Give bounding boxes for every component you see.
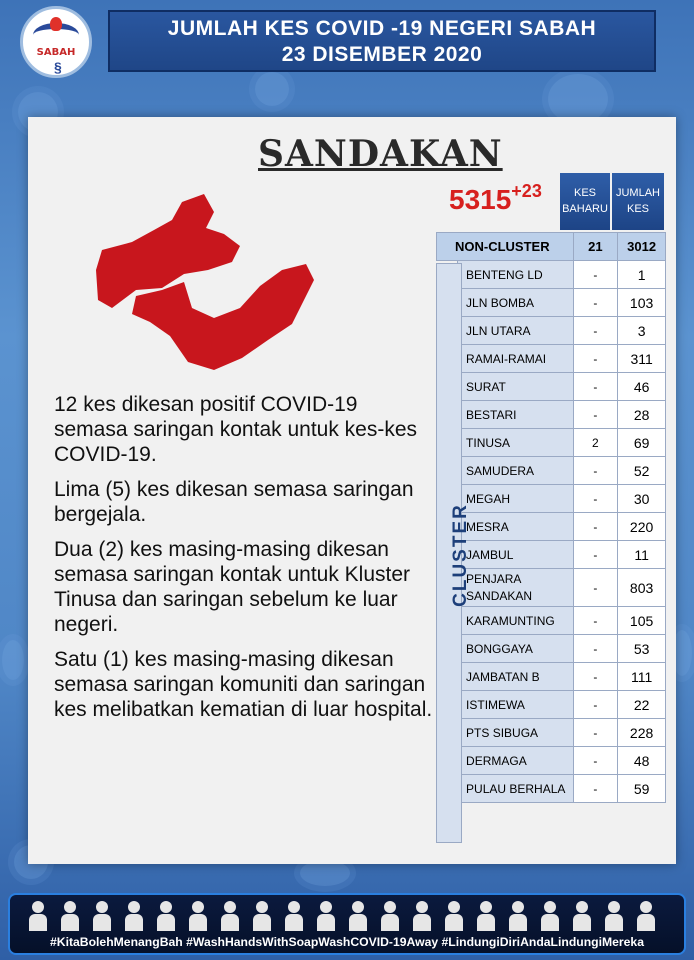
cluster-new: -: [573, 691, 618, 719]
cluster-new: 2: [573, 429, 618, 457]
column-header-new-line1: KES: [573, 187, 596, 199]
cluster-name: JAMBUL: [458, 541, 573, 569]
cluster-total: 803: [618, 569, 666, 607]
cluster-total: 22: [618, 691, 666, 719]
virus-decoration-icon: [255, 72, 289, 106]
cluster-name: JLN UTARA: [458, 317, 573, 345]
table-row: [437, 317, 666, 345]
cluster-total: 228: [618, 719, 666, 747]
person-icon: [636, 901, 656, 931]
cluster-name: PTS SIBUGA: [458, 719, 573, 747]
column-header-total-line2: KES: [626, 203, 649, 215]
cluster-name: SAMUDERA: [458, 457, 573, 485]
cluster-new: -: [573, 289, 618, 317]
person-icon: [316, 901, 336, 931]
table-row: [437, 635, 666, 663]
person-icon: [188, 901, 208, 931]
cluster-label-text: CLUSTER: [449, 503, 471, 607]
cluster-name: SURAT: [458, 373, 573, 401]
person-icon: [348, 901, 368, 931]
cluster-name: RAMAI-RAMAI: [458, 345, 573, 373]
cluster-name: MEGAH: [458, 485, 573, 513]
logo-text: SABAH: [36, 47, 76, 58]
person-icon: [252, 901, 272, 931]
non-cluster-label: NON-CLUSTER: [437, 233, 574, 261]
non-cluster-total: 3012: [618, 233, 666, 261]
sandakan-map-icon: [92, 190, 322, 380]
cluster-total: 59: [618, 775, 666, 803]
column-header-new: [560, 173, 610, 230]
person-icon: [508, 901, 528, 931]
title-line-1: JUMLAH KES COVID -19 NEGERI SABAH: [167, 17, 597, 40]
cluster-name: JLN BOMBA: [458, 289, 573, 317]
table-row: [437, 607, 666, 635]
cluster-name: BONGGAYA: [458, 635, 573, 663]
person-icon: [604, 901, 624, 931]
cluster-total: 220: [618, 513, 666, 541]
person-icon: [380, 901, 400, 931]
cluster-name: BESTARI: [458, 401, 573, 429]
cluster-new: -: [573, 457, 618, 485]
cluster-total: 103: [618, 289, 666, 317]
cluster-new: -: [573, 607, 618, 635]
cluster-total: 11: [618, 541, 666, 569]
cluster-name: BENTENG LD: [458, 261, 573, 289]
cluster-new: -: [573, 541, 618, 569]
cluster-new: -: [573, 261, 618, 289]
table-row: [437, 457, 666, 485]
cluster-name: DERMAGA: [458, 747, 573, 775]
cluster-name: KARAMUNTING: [458, 607, 573, 635]
logo-flame-icon: [50, 17, 62, 31]
person-icon: [444, 901, 464, 931]
cluster-new: -: [573, 719, 618, 747]
person-icon: [92, 901, 112, 931]
cluster-new: -: [573, 401, 618, 429]
footer-banner: [8, 893, 686, 955]
cluster-total: 48: [618, 747, 666, 775]
table-row: [437, 429, 666, 457]
cluster-name: ISTIMEWA: [458, 691, 573, 719]
cluster-new: -: [573, 373, 618, 401]
person-icon: [476, 901, 496, 931]
case-summary: [54, 392, 434, 732]
cluster-new: -: [573, 663, 618, 691]
table-row: [437, 775, 666, 803]
summary-paragraph: Lima (5) kes dikesan semasa saringan bergejala.: [54, 478, 414, 526]
cluster-total: 311: [618, 345, 666, 373]
cluster-total: 28: [618, 401, 666, 429]
table-row-non-cluster: [437, 233, 666, 261]
cumulative-count: 5315: [449, 184, 512, 215]
table-row: [437, 261, 666, 289]
cluster-name: JAMBATAN B: [458, 663, 573, 691]
table-row: [437, 373, 666, 401]
cluster-name: TINUSA: [458, 429, 573, 457]
summary-paragraph: Satu (1) kes masing-masing dikesan semasa saringan komuniti dan saringan kes melibatkan kematian di luar hospital.: [54, 648, 433, 721]
cluster-new: -: [573, 635, 618, 663]
person-icon: [572, 901, 592, 931]
cluster-total: 1: [618, 261, 666, 289]
person-icon: [284, 901, 304, 931]
cluster-total: 3: [618, 317, 666, 345]
virus-decoration-icon: [2, 640, 24, 680]
page-title: [108, 10, 656, 72]
cluster-total: 111: [618, 663, 666, 691]
table-row: [437, 663, 666, 691]
cluster-name: PULAU BERHALA: [458, 775, 573, 803]
person-icon: [220, 901, 240, 931]
cluster-new: -: [573, 317, 618, 345]
cluster-new: -: [573, 345, 618, 373]
table-row: [437, 691, 666, 719]
non-cluster-new: 21: [573, 233, 618, 261]
cluster-total: 46: [618, 373, 666, 401]
new-count: +23: [511, 181, 542, 201]
cluster-new: -: [573, 747, 618, 775]
cluster-new: -: [573, 513, 618, 541]
summary-paragraph: Dua (2) kes masing-masing dikesan semasa saringan kontak untuk Kluster Tinusa dan saringan sebelum ke luar negeri.: [54, 538, 411, 636]
logo-s-icon: §: [54, 59, 62, 75]
column-header-new-line2: BAHARU: [562, 203, 608, 215]
summary-paragraph: 12 kes dikesan positif COVID-19 semasa saringan kontak untuk kes-kes COVID-19.: [54, 393, 418, 466]
cluster-total: 69: [618, 429, 666, 457]
table-row: [437, 345, 666, 373]
person-icon: [412, 901, 432, 931]
title-date: 23 DISEMBER 2020: [281, 43, 483, 66]
table-row: [437, 747, 666, 775]
cluster-total: 53: [618, 635, 666, 663]
cluster-total: 30: [618, 485, 666, 513]
district-title: SANDAKAN: [258, 133, 503, 175]
total-cases: [449, 181, 542, 216]
column-header-total-line1: JUMLAH: [615, 187, 660, 199]
cluster-total: 52: [618, 457, 666, 485]
person-icon: [156, 901, 176, 931]
person-icon: [124, 901, 144, 931]
table-row: [437, 719, 666, 747]
table-row: [437, 401, 666, 429]
sabah-health-logo: [20, 6, 92, 78]
column-header-total: [612, 173, 664, 230]
person-icon: [540, 901, 560, 931]
cluster-new: -: [573, 569, 618, 607]
cluster-total: 105: [618, 607, 666, 635]
cluster-new: -: [573, 775, 618, 803]
cluster-side-label: [436, 263, 471, 843]
cluster-name: MESRA: [458, 513, 573, 541]
person-icon: [28, 901, 48, 931]
hashtag-line: #KitaBolehMenangBah #WashHandsWithSoapWashCOVID-19Away #LindungiDiriAndaLindungiMereka: [50, 935, 644, 949]
person-icon: [60, 901, 80, 931]
cluster-name: PENJARA SANDAKAN: [458, 569, 573, 607]
table-row: [437, 289, 666, 317]
cluster-new: -: [573, 485, 618, 513]
